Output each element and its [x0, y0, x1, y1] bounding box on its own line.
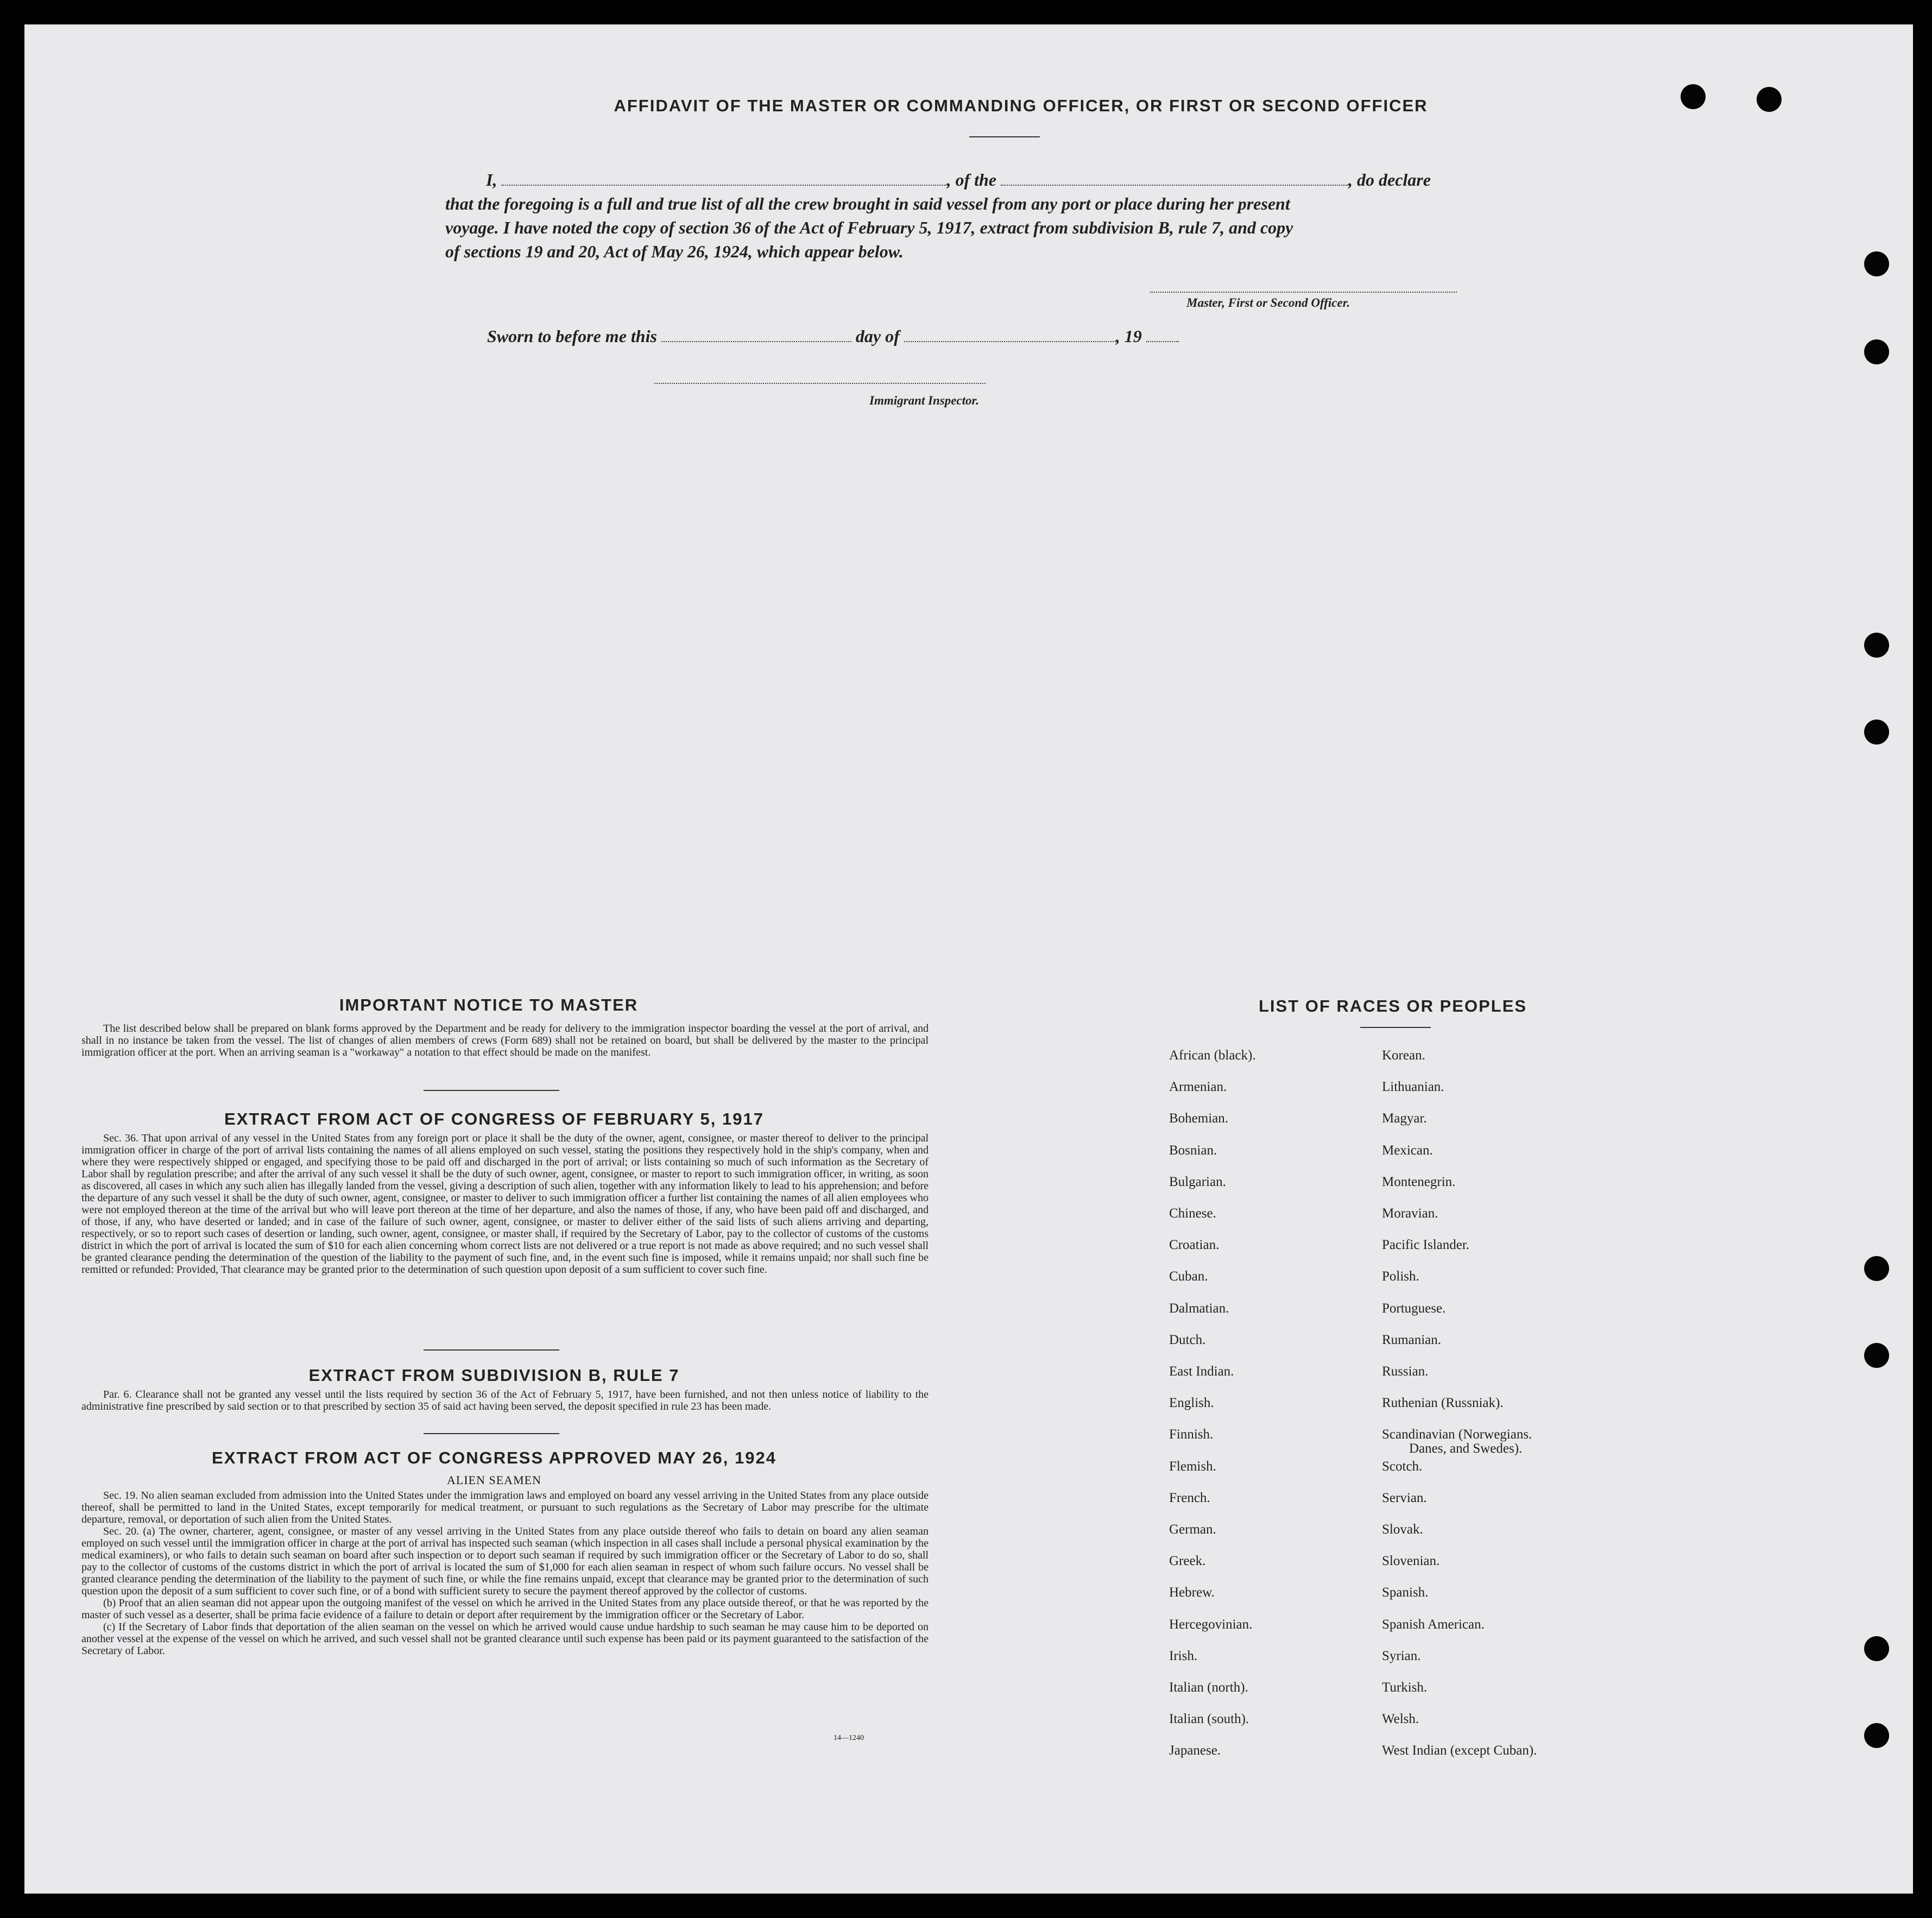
master-signature-label: Master, First or Second Officer. [1186, 296, 1350, 310]
race-item: East Indian. [1169, 1364, 1234, 1379]
race-item: Russian. [1382, 1364, 1429, 1379]
par-6-paragraph: Par. 6. Clearance shall not be granted any vessel until the lists required by section 36 of the Act of February 5, 1917, have been furnished, and not then unless notice of liability to the administrative fine prescribed by said section or to that prescribed by section 35 of said act having been served, the deposit specified in rule 23 has been made. [81, 1389, 929, 1412]
declaration-line-3: voyage. I have noted the copy of section 36 of the Act of February 5, 1917, extract from subdivision B, rule 7, and copy [445, 218, 1293, 237]
race-item: Polish. [1382, 1269, 1419, 1284]
race-item: Lithuanian. [1382, 1080, 1444, 1095]
notice-text [81, 1023, 929, 1058]
race-item: West Indian (except Cuban). [1382, 1743, 1537, 1758]
race-item-continuation: Danes, and Swedes). [1409, 1441, 1523, 1456]
notice-paragraph: The list described below shall be prepared on blank forms approved by the Department and be ready for delivery to the immigration inspector boarding the vessel at the port of arrival, and shall in no instance be taken from the vessel. The list of changes of alien members of crews (Form 689) shall not be retained on board, but shall be delivered by the master to the principal immigration officer at the port. When an arriving seaman is a "workaway" a notation to that effect should be made on the manifest. [81, 1023, 929, 1058]
race-item: German. [1169, 1522, 1216, 1537]
decl-i: I, [486, 170, 497, 190]
rule-7-text [81, 1389, 929, 1412]
day-of-label: day of [855, 326, 900, 346]
year-label: , 19 [1115, 326, 1142, 346]
declaration-line-2: that the foregoing is a full and true list of all the crew brought in said vessel from any port or place during her present [445, 194, 1290, 213]
sec-20a-paragraph: Sec. 20. (a) The owner, charterer, agent, consignee, or master of any vessel arriving in the United States from any place outside thereof who fails to detain on board any alien seaman employed on such vessel until the immigration officer in charge at the port of arrival has inspected such seaman (which inspection in all cases shall include a personal physical examination by the medical examiners), or who fails to detain such seaman on board after such inspection or to deport such seaman if required by such immigration officer or the Secretary of Labor to do so, shall pay to the collector of customs of the customs district in which the port of arrival is located the sum of $1,000 for each alien seaman in respect of whom such failure occurs. No vessel shall be granted clearance pending the determination of the liability to the payment of such fine, or while the fine remains unpaid, except that clearance may be granted prior to the determination of such question upon the deposit of a sum sufficient to cover such fine, or of a bond with sufficient surety to secure the payment thereof approved by the collector of customs. [81, 1525, 929, 1597]
sec-36-paragraph: Sec. 36. That upon arrival of any vessel in the United States from any foreign port or place it shall be the duty of the owner, agent, consignee, or master thereof to deliver to the principal immigration officer in charge of the port of arrival lists containing the names of all aliens employed on such vessel, stating the positions they respectively hold in the ship's company, when and where they were respectively shipped or engaged, and specifying those to be paid off and discharged in the port of arrival; or lists containing so much of such information as the Secretary of Labor shall by regulation prescribe; and after the arrival of any such vessel it shall be the duty of such owner, agent, consignee, or master to report to such immigration officer, in writing, as soon as discovered, all cases in which any such alien has illegally landed from the vessel, giving a description of such alien, together with any information likely to lead to his apprehension; and before the departure of any such vessel it shall be the duty of such owner, agent, consignee, or master to deliver to such immigration officer a further list containing the names of all alien employees who were not employed thereon at the time of the arrival but who will leave port thereon at the time of her departure, and also the names of those, if any, who have been paid off and discharged, and of those, if any, who have deserted or landed; and in case of the failure of such owner, agent, consignee, or master to deliver either of the said lists of such aliens arriving and departing, respectively, or so to report such cases of desertion or landing, such owner, agent, consignee, or master shall, if required by the Secretary of Labor, pay to the collector of customs of the customs district in which the port of arrival is located the sum of $10 for each alien concerning whom correct lists are not delivered or a true report is not made as above required; and no such vessel shall be granted clearance pending the determination of the question of the liability to the payment of such fine, and, in the event such fine is imposed, while it remains unpaid; nor shall such fine be remitted or refunded: Provided, That clearance may be granted prior to the determination of such question upon deposit of a sum sufficient to cover such fine. [81, 1132, 929, 1276]
race-item: Rumanian. [1382, 1332, 1442, 1347]
extract-1924-text [81, 1490, 929, 1657]
race-item: Portuguese. [1382, 1301, 1446, 1316]
race-item: Pacific Islander. [1382, 1238, 1470, 1253]
race-item: Korean. [1382, 1048, 1425, 1063]
race-item: Italian (north). [1169, 1680, 1248, 1695]
punch-hole [1681, 84, 1706, 109]
punch-hole [1864, 720, 1889, 745]
declaration-line-1 [486, 170, 1523, 190]
race-item: Mexican. [1382, 1143, 1433, 1158]
sec-20b-paragraph: (b) Proof that an alien seaman did not appear upon the outgoing manifest of the vessel on which he arrived in the United States from any place outside thereof, or that he was reported by the master of such vessel as a deserter, shall be prima facie evidence of a failure to detain or deport after requirement by the immigration officer or the Secretary of Labor. [81, 1597, 929, 1621]
notice-title: IMPORTANT NOTICE TO MASTER [339, 995, 639, 1014]
punch-hole [1864, 1256, 1889, 1281]
race-item: Armenian. [1169, 1080, 1227, 1095]
race-item: Slovenian. [1382, 1554, 1440, 1569]
race-item: Hercegovinian. [1169, 1617, 1253, 1632]
punch-hole [1757, 87, 1782, 112]
race-item: Finnish. [1169, 1427, 1214, 1442]
race-item: Ruthenian (Russniak). [1382, 1396, 1504, 1411]
extract-1917-title: EXTRACT FROM ACT OF CONGRESS OF FEBRUARY 5, 1917 [224, 1109, 764, 1128]
race-item: Greek. [1169, 1554, 1206, 1569]
title-divider [969, 136, 1040, 137]
document-page [24, 24, 1913, 1894]
punch-hole [1864, 1636, 1889, 1661]
sec-20c-paragraph: (c) If the Secretary of Labor finds that deportation of the alien seaman on the vessel on which he arrived would cause undue hardship to such seaman he may cause him to be deported on another vessel at the expense of the vessel on which he arrived, and such vessel shall not be granted clearance until such expense has been paid or its payment guaranteed to the satisfaction of the Secretary of Labor. [81, 1621, 929, 1657]
rule-7-title: EXTRACT FROM SUBDIVISION B, RULE 7 [308, 1366, 680, 1385]
race-item: Scotch. [1382, 1459, 1423, 1474]
sworn-year-field[interactable] [1146, 341, 1179, 342]
inspector-label: Immigrant Inspector. [869, 394, 979, 407]
sworn-label: Sworn to before me this [487, 326, 657, 346]
punch-hole [1864, 1343, 1889, 1368]
race-item: Spanish. [1382, 1585, 1429, 1600]
race-item: Syrian. [1382, 1648, 1421, 1663]
race-item: Bulgarian. [1169, 1174, 1226, 1189]
section-divider [424, 1090, 559, 1091]
race-item: Bosnian. [1169, 1143, 1217, 1158]
sworn-day-field[interactable] [661, 341, 851, 342]
master-signature-line[interactable] [1150, 292, 1457, 293]
race-item: Dutch. [1169, 1332, 1206, 1347]
races-title: LIST OF RACES OR PEOPLES [1258, 996, 1527, 1015]
inspector-signature-line[interactable] [654, 383, 986, 384]
race-item: Turkish. [1382, 1680, 1428, 1695]
extract-1917-text [81, 1132, 929, 1276]
race-item: Slovak. [1382, 1522, 1423, 1537]
race-item: Montenegrin. [1382, 1174, 1456, 1189]
race-item: Croatian. [1169, 1238, 1220, 1253]
race-item: Cuban. [1169, 1269, 1208, 1284]
race-item: Bohemian. [1169, 1111, 1229, 1126]
punch-hole [1864, 1723, 1889, 1748]
race-item: Flemish. [1169, 1459, 1216, 1474]
race-item: Chinese. [1169, 1206, 1216, 1221]
sworn-line [487, 326, 1179, 346]
race-item: Servian. [1382, 1490, 1427, 1505]
sworn-month-field[interactable] [904, 341, 1116, 342]
punch-hole [1864, 251, 1889, 276]
race-item: French. [1169, 1490, 1210, 1505]
race-item: Moravian. [1382, 1206, 1438, 1221]
race-item: Scandinavian (Norwegians. [1382, 1427, 1532, 1442]
race-item: African (black). [1169, 1048, 1256, 1063]
race-item: Irish. [1169, 1648, 1198, 1663]
race-item: Japanese. [1169, 1743, 1221, 1758]
race-item: Hebrew. [1169, 1585, 1215, 1600]
race-item: Italian (south). [1169, 1712, 1249, 1727]
race-item: Dalmatian. [1169, 1301, 1229, 1316]
alien-seamen-subtitle: ALIEN SEAMEN [447, 1473, 541, 1487]
extract-1924-title: EXTRACT FROM ACT OF CONGRESS APPROVED MAY 26, 1924 [212, 1448, 776, 1467]
race-item: English. [1169, 1396, 1214, 1411]
name-field[interactable] [501, 185, 946, 186]
race-item: Magyar. [1382, 1111, 1427, 1126]
race-item: Spanish American. [1382, 1617, 1485, 1632]
declaration-line-4: of sections 19 and 20, Act of May 26, 1924, which appear below. [445, 242, 904, 261]
form-number: 14—1240 [834, 1734, 864, 1742]
decl-of-the: , of the [946, 170, 996, 190]
section-divider [424, 1349, 559, 1351]
punch-hole [1864, 633, 1889, 658]
section-divider [424, 1433, 559, 1434]
sec-19-paragraph: Sec. 19. No alien seaman excluded from admission into the United States under the immigration laws and employed on board any vessel arriving in the United States from any place outside thereof, shall be permitted to land in the United States, except temporarily for medical treatment, or pursuant to such regulations as the Secretary of Labor may prescribe for the ultimate departure, removal, or deportation of such alien from the United States. [81, 1490, 929, 1525]
decl-do-declare: , do declare [1348, 170, 1431, 190]
vessel-field[interactable] [1001, 185, 1348, 186]
race-item: Welsh. [1382, 1712, 1419, 1727]
affidavit-title: AFFIDAVIT OF THE MASTER OR COMMANDING OFFICER, OR FIRST OR SECOND OFFICER [614, 96, 1428, 115]
punch-hole [1864, 339, 1889, 364]
races-divider [1360, 1027, 1431, 1028]
